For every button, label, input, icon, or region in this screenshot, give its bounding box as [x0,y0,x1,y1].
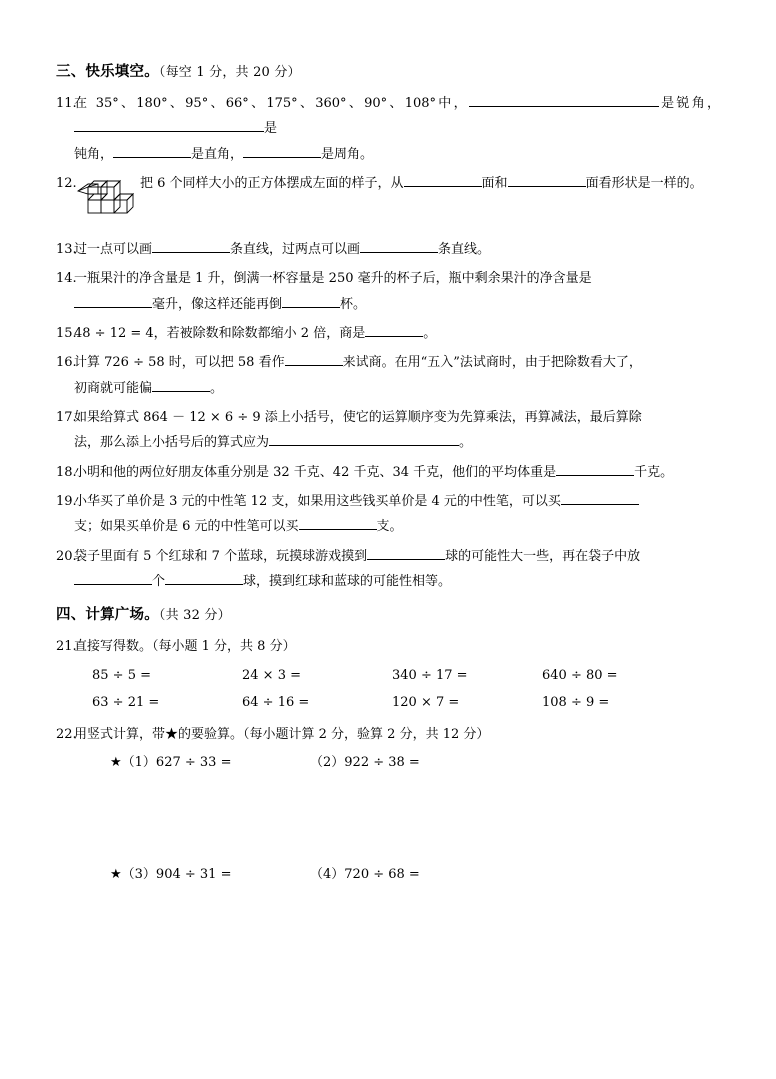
expression: 24 × 3 = [242,667,301,683]
question-19-text-c: 支。 [376,519,403,535]
section-4-heading [56,603,720,624]
question-22-text: 用竖式计算，带★的要验算。 [74,727,244,743]
question-11-text-f: 是周角。 [321,146,374,162]
question-22-row-2 [56,862,720,888]
expression: 64 ÷ 16 = [242,694,310,710]
blank-11-1[interactable] [469,92,659,107]
question-20-text-a: 袋子里面有 5 个红球和 7 个蓝球，玩摸球游戏摸到 [74,548,368,564]
question-16-text-d: 。 [210,380,224,396]
question-19 [56,489,720,540]
question-17-text-b: 法，那么添上小括号后的算式应为 [74,435,270,451]
expression: （4）720 ÷ 68 = [310,867,420,883]
question-21 [56,634,720,660]
question-13-text-a: 过一点可以画 [74,242,153,258]
question-18 [56,460,720,485]
blank-19-2[interactable] [299,516,377,531]
expression: 108 ÷ 9 = [542,694,610,710]
question-12-text-a: 把 6 个同样大小的正方体摆成左面的样子，从 [140,176,404,192]
question-21-number: 21. [56,638,77,654]
blank-14-2[interactable] [282,293,340,308]
blank-17-1[interactable] [269,432,459,447]
cube-stack-figure [74,173,136,229]
question-12-number: 12. [56,176,77,192]
expression: （2）922 ÷ 38 = [310,755,420,771]
blank-13-2[interactable] [360,238,438,253]
question-19-number: 19. [56,494,77,510]
expression: 640 ÷ 80 = [542,667,618,683]
blank-12-2[interactable] [508,172,586,187]
expression: ★（3）904 ÷ 31 = [110,867,232,883]
question-19-text-a: 小华买了单价是 3 元的中性笔 12 支，如果用这些钱买单价是 4 元的中性笔，可以买 [74,494,561,510]
blank-18-1[interactable] [556,461,634,476]
blank-12-1[interactable] [404,172,482,187]
question-18-text-a: 小明和他的两位好朋友体重分别是 32 千克、42 千克、34 千克，他们的平均体重是 [74,464,557,480]
work-space-2[interactable] [56,888,720,974]
question-16 [56,350,720,401]
blank-15-1[interactable] [365,322,423,337]
section-4-score: （共 32 分） [158,607,231,623]
question-14-text-b: 毫升，像这样还能再倒 [152,296,283,312]
question-22-row-1 [56,750,720,776]
blank-19-1[interactable] [561,490,639,505]
expression: ★（1）627 ÷ 33 = [110,755,232,771]
question-12-text-b: 面和 [481,176,508,192]
question-12-text-c: 面看形状是一样的。 [585,176,703,192]
question-20-text-c: 个 [152,574,166,590]
question-12 [56,171,720,233]
expression: 120 × 7 = [392,694,460,710]
question-17-text-a: 如果给算式 864 － 12 × 6 ÷ 9 添上小括号，使它的运算顺序变为先算乘法，再算减法，最后算除 [74,410,642,426]
question-17 [56,405,720,456]
question-13-text-c: 条直线。 [438,242,491,258]
question-22 [56,722,720,748]
question-16-text-a: 计算 726 ÷ 58 时，可以把 58 看作 [74,355,285,371]
question-15 [56,321,720,346]
blank-20-1[interactable] [367,545,445,560]
blank-16-1[interactable] [285,352,343,367]
question-20-number: 20. [56,548,77,564]
question-11-text-c: 是 [264,121,278,137]
blank-11-2[interactable] [74,118,264,133]
question-11-text-d: 钝角， [74,146,114,162]
question-15-text-a: 48 ÷ 12 = 4，若被除数和除数都缩小 2 倍，商是 [74,326,366,342]
question-17-text-c: 。 [459,435,473,451]
question-20 [56,544,720,595]
question-21-text: 直接写得数。 [74,638,153,654]
question-17-number: 17. [56,410,77,426]
expression: 85 ÷ 5 = [92,667,151,683]
blank-13-1[interactable] [152,238,230,253]
question-14 [56,266,720,317]
question-11-text-a: 在 35°、180°、95°、66°、175°、360°、90°、108°中， [74,96,469,111]
question-16-text-b: 来试商。在用“五入”法试商时，由于把除数看大了， [342,355,642,371]
blank-16-2[interactable] [152,377,210,392]
question-13-number: 13. [56,242,77,258]
question-19-text-b: 支；如果买单价是 6 元的中性笔可以买 [74,519,299,535]
question-20-text-b: 球的可能性大一些，再在袋子中放 [445,548,641,564]
question-21-row-2 [56,689,720,716]
question-18-text-b: 千克。 [634,464,674,480]
question-21-score: （每小题 1 分，共 8 分） [152,638,296,654]
question-14-number: 14. [56,271,77,287]
blank-14-1[interactable] [74,293,152,308]
work-space-1[interactable] [56,776,720,862]
blank-11-3[interactable] [113,143,191,158]
blank-20-2[interactable] [74,571,152,586]
question-15-number: 15. [56,326,77,342]
question-18-number: 18. [56,464,77,480]
question-13-text-b: 条直线，过两点可以画 [230,242,361,258]
section-4-title: 四、计算广场。 [56,605,159,623]
question-16-number: 16. [56,355,77,371]
expression: 63 ÷ 21 = [92,694,160,710]
question-11-text-b: 是锐角， [658,96,720,111]
question-14-text-a: 一瓶果汁的净含量是 1 升，倒满一杯容量是 250 毫升的杯子后，瓶中剩余果汁的净含量是 [74,271,592,287]
question-21-row-1 [56,662,720,689]
question-11-text-e: 是直角， [191,146,244,162]
section-3-title: 三、快乐填空。 [56,63,159,80]
question-13 [56,237,720,262]
question-11-number: 11. [56,96,77,111]
question-11 [56,91,720,167]
question-20-text-d: 球，摸到红球和蓝球的可能性相等。 [243,574,452,590]
question-15-text-b: 。 [423,326,437,342]
blank-11-4[interactable] [243,143,321,158]
question-22-score: （每小题计算 2 分，验算 2 分，共 12 分） [243,727,490,743]
section-3-score: （每空 1 分，共 20 分） [158,65,301,80]
question-14-text-c: 杯。 [340,296,367,312]
blank-20-3[interactable] [165,571,243,586]
expression: 340 ÷ 17 = [392,667,468,683]
question-16-text-c: 初商就可能偏 [74,380,153,396]
question-22-number: 22. [56,727,77,743]
section-3-heading [56,60,720,81]
